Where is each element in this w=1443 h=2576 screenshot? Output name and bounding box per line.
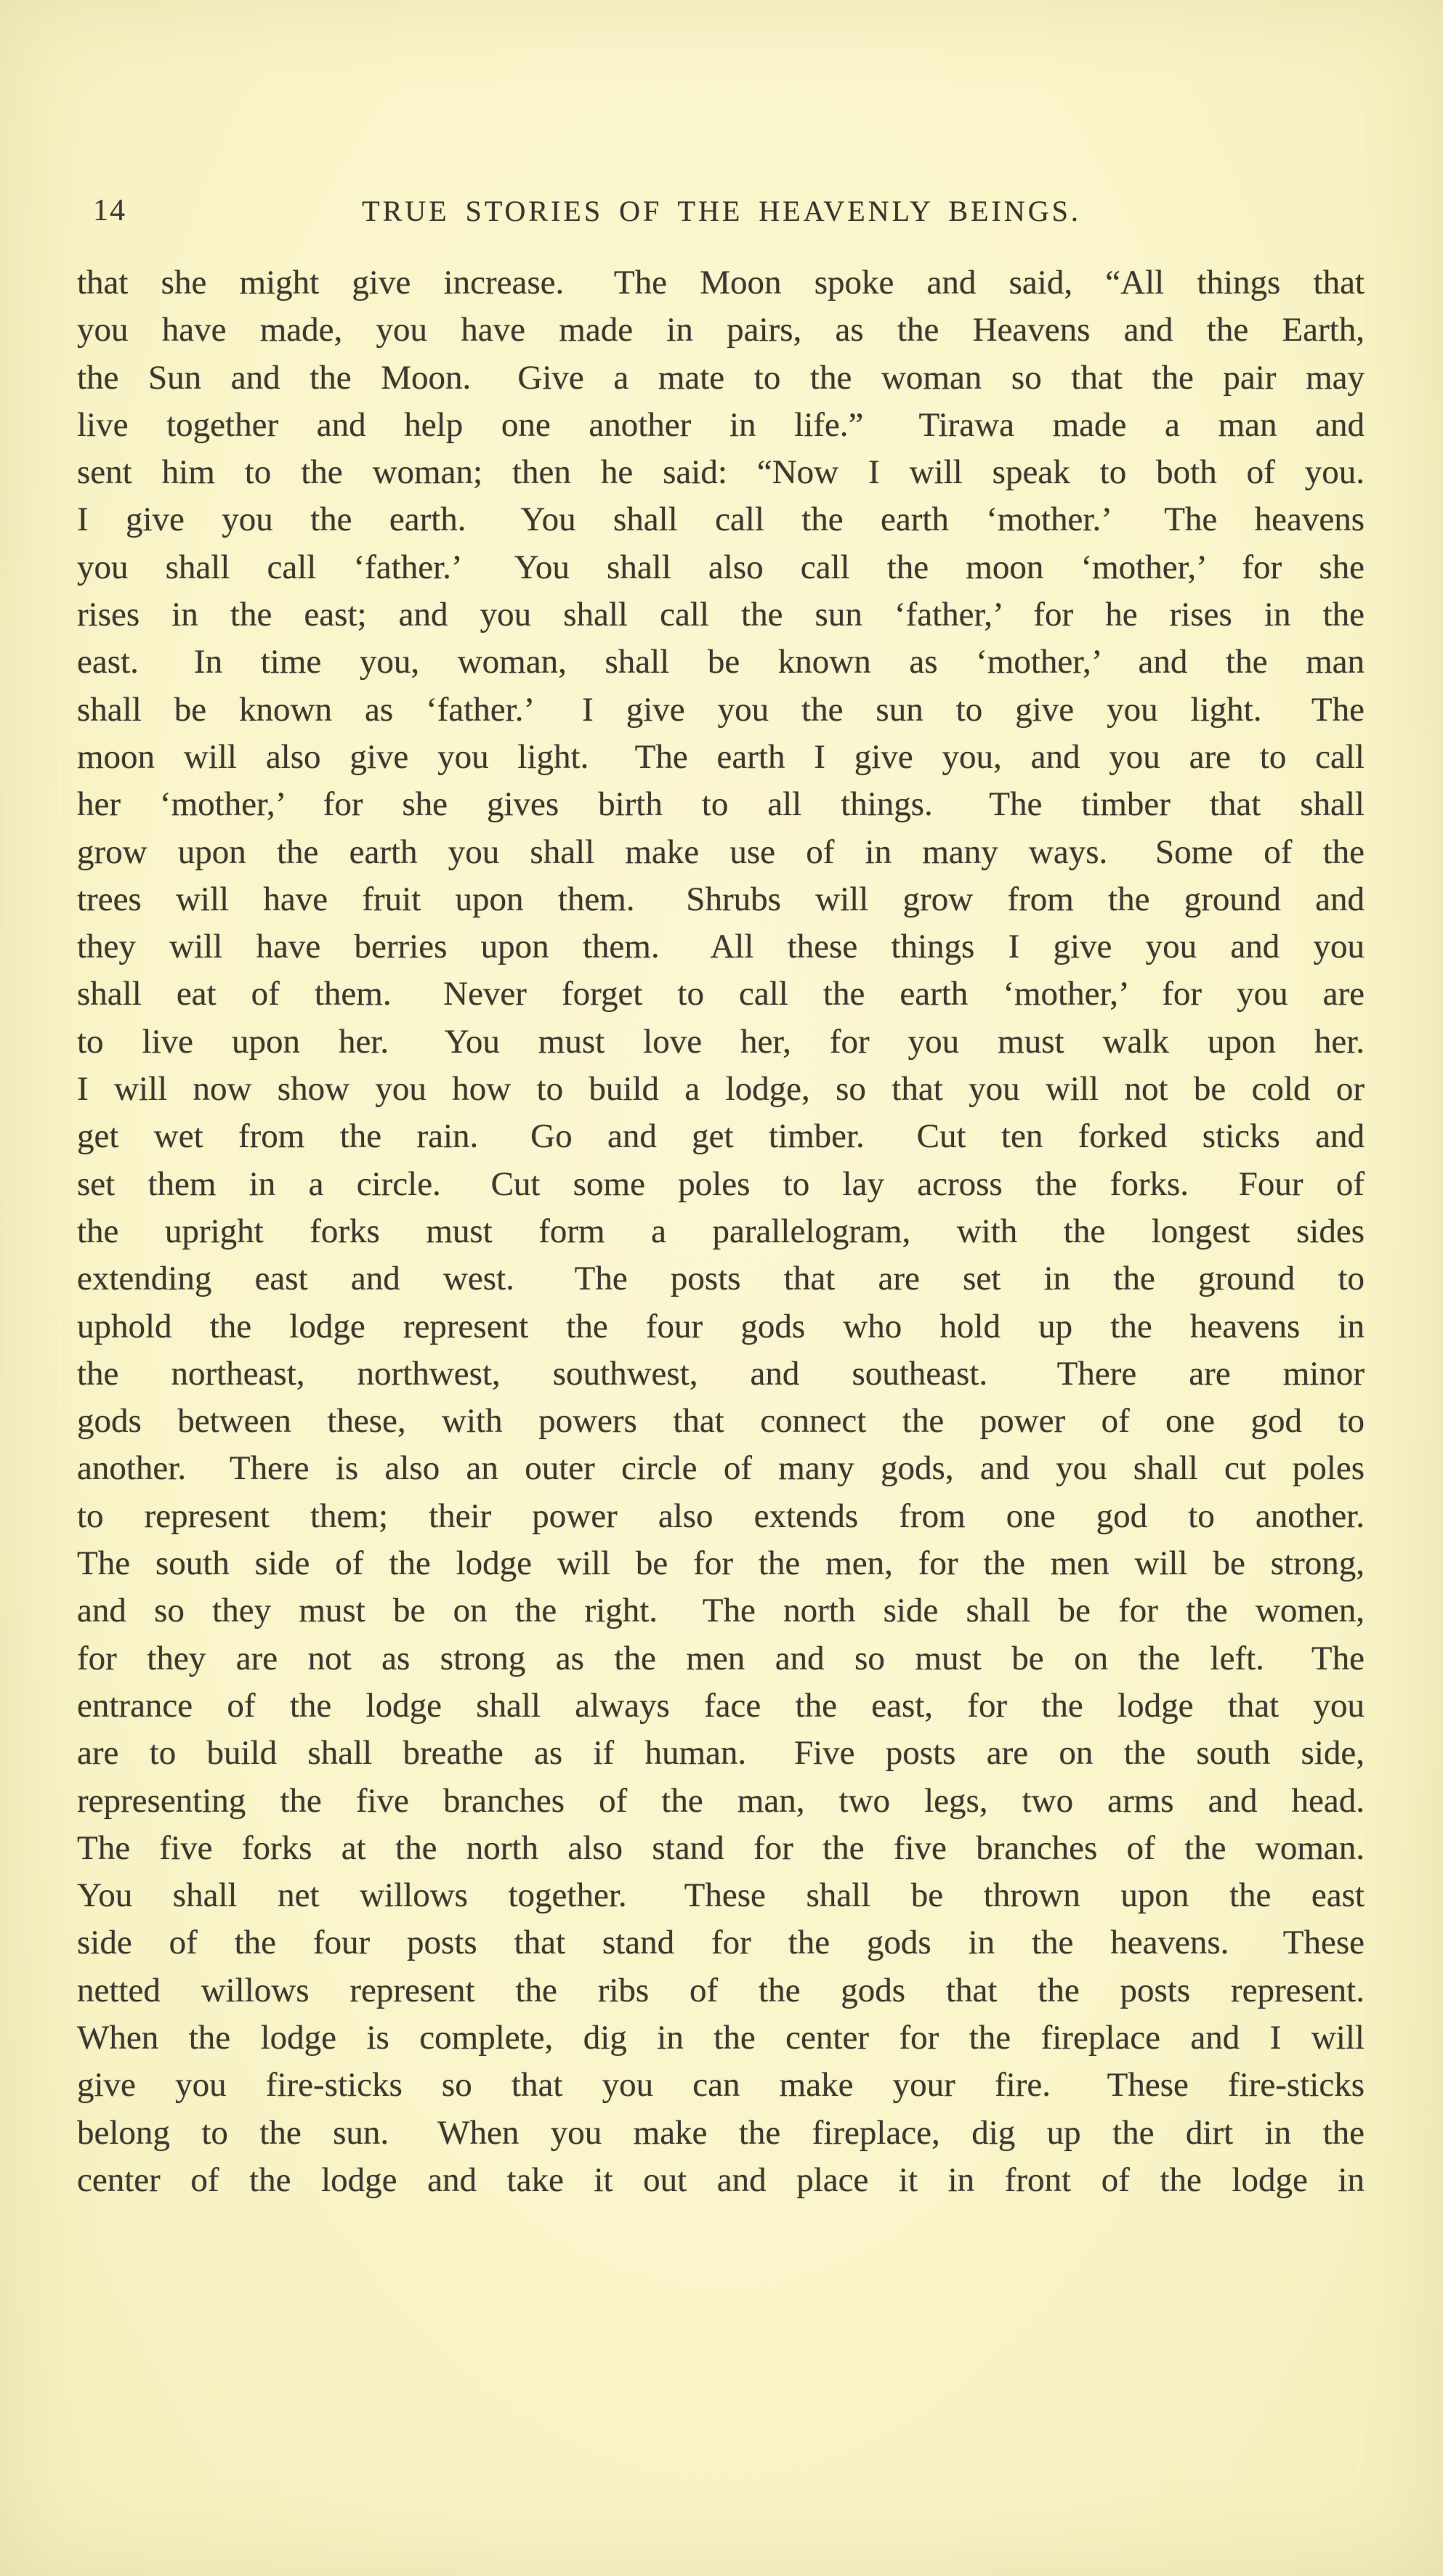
- text-line: and so they must be on the right. The north side shall be for the women,: [77, 1592, 1365, 1630]
- running-head-title: TRUE STORIES OF THE HEAVENLY BEINGS.: [362, 195, 1081, 227]
- text-line: I will now show you how to build a lodge, so that you will not be cold or: [77, 1070, 1365, 1109]
- text-line: you shall call ‘father.’ You shall also call the moon ‘mother,’ for she: [77, 548, 1365, 586]
- text-line: side of the four posts that stand for the gods in the heavens. These: [77, 1924, 1365, 1962]
- text-line: uphold the lodge represent the four gods who hold up the heavens in: [77, 1307, 1365, 1345]
- text-line: are to build shall breathe as if human. Five posts are on the south side,: [77, 1734, 1365, 1773]
- text-line: give you fire-sticks so that you can make your fire. These fire-sticks: [77, 2066, 1365, 2105]
- text-line: You shall net willows together. These shall be thrown upon the east: [77, 1876, 1365, 1915]
- text-line: rises in the east; and you shall call the sun ‘father,’ for he rises in the: [77, 596, 1365, 634]
- text-line: for they are not as strong as the men and so must be on the left. The: [77, 1639, 1365, 1677]
- text-line: netted willows represent the ribs of the gods that the posts represent.: [77, 1971, 1365, 2009]
- text-line: you have made, you have made in pairs, as the Heavens and the Earth,: [77, 311, 1365, 349]
- text-line: the upright forks must form a parallelogram, with the longest sides: [77, 1212, 1365, 1250]
- text-line: that she might give increase. The Moon spoke and said, “All things that: [77, 264, 1365, 301]
- text-line: sent him to the woman; then he said: “Now I will speak to both of you.: [77, 453, 1365, 492]
- text-line: trees will have fruit upon them. Shrubs will grow from the ground and: [77, 880, 1365, 918]
- text-line: another. There is also an outer circle of many gods, and you shall cut poles: [77, 1449, 1365, 1488]
- text-line: grow upon the earth you shall make use of in many ways. Some of the: [77, 833, 1365, 871]
- text-line: entrance of the lodge shall always face the east, for the lodge that you: [77, 1686, 1365, 1725]
- text-line: set them in a circle. Cut some poles to lay across the forks. Four of: [77, 1165, 1365, 1203]
- text-line: live together and help one another in life.” Tirawa made a man and: [77, 405, 1365, 444]
- text-line: The five forks at the north also stand for the five branches of the woman.: [77, 1828, 1365, 1867]
- page-number: 14: [93, 194, 126, 227]
- text-line: extending east and west. The posts that are set in the ground to: [77, 1260, 1365, 1298]
- text-line: they will have berries upon them. All these things I give you and you: [77, 928, 1365, 966]
- page-header: [0, 193, 1443, 231]
- text-line: The south side of the lodge will be for the men, for the men will be strong,: [77, 1544, 1365, 1583]
- text-line: I give you the earth. You shall call the earth ‘mother.’ The heavens: [77, 501, 1365, 539]
- body-text: [77, 259, 1365, 2204]
- text-line: her ‘mother,’ for she gives birth to all things. The timber that shall: [77, 785, 1365, 824]
- text-line: shall be known as ‘father.’ I give you the sun to give you light. The: [77, 690, 1365, 729]
- text-line: center of the lodge and take it out and place it in front of the lodge in: [77, 2160, 1365, 2199]
- text-line: the Sun and the Moon. Give a mate to the woman so that the pair may: [77, 358, 1365, 397]
- text-line: east. In time you, woman, shall be known as ‘mother,’ and the man: [77, 643, 1365, 681]
- text-line: representing the five branches of the man, two legs, two arms and head.: [77, 1781, 1365, 1820]
- text-line: get wet from the rain. Go and get timber. Cut ten forked sticks and: [77, 1117, 1365, 1156]
- text-line: belong to the sun. When you make the fireplace, dig up the dirt in the: [77, 2113, 1365, 2152]
- text-line: to represent them; their power also extends from one god to another.: [77, 1496, 1365, 1535]
- text-line: When the lodge is complete, dig in the center for the fireplace and I will: [77, 2018, 1365, 2057]
- text-line: gods between these, with powers that connect the power of one god to: [77, 1402, 1365, 1441]
- text-line: to live upon her. You must love her, for you must walk upon her.: [77, 1022, 1365, 1061]
- text-line: shall eat of them. Never forget to call the earth ‘mother,’ for you are: [77, 975, 1365, 1013]
- text-line: the northeast, northwest, southwest, and southeast. There are minor: [77, 1354, 1365, 1393]
- text-line: moon will also give you light. The earth I give you, and you are to call: [77, 737, 1365, 776]
